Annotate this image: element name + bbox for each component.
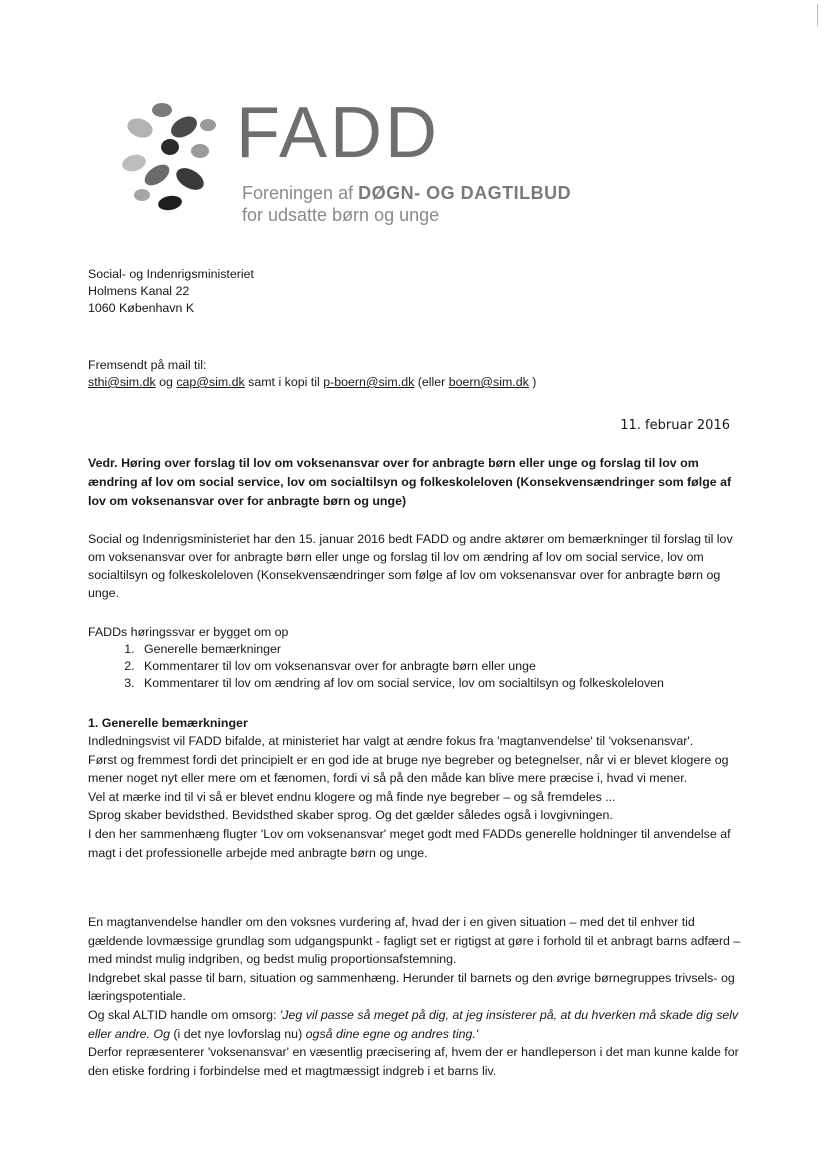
response-structure [88, 624, 748, 692]
logo-subtitle-bold: DØGN- OG DAGTILBUD [358, 183, 572, 203]
paragraph: I den her sammenhæng flugter 'Lov om voksenansvar' meget godt med FADDs generelle holdninger til anvendelse af magt i det professionelle arbejde med anbragte børn og unge. [88, 826, 731, 860]
scan-edge-mark [817, 4, 818, 26]
paragraph: Indledningsvist vil FADD bifalde, at ministeriet har valgt at ændre fokus fra 'magtanvendelse' til 'voksenansvar'. [88, 734, 694, 748]
quote: også dine egne og andres ting.' [305, 1026, 479, 1041]
intro-paragraph: Social og Indenrigsministeriet har den 15. januar 2016 bedt FADD og andre aktører om bemærkninger til forslag til lov om voksenansvar over for anbragte børn eller unge og forslag til lov om ændring af lov om social service, lov om socialtilsyn og folkeskoleloven (Konsekvensændringer som følge af lov om voksenansvar over for anbragte børn og unge. [88, 532, 733, 600]
section-body-continued [88, 913, 748, 1080]
structure-heading: FADDs høringssvar er bygget om op [88, 625, 289, 639]
logo-title: FADD [236, 93, 441, 173]
paragraph: Vel at mærke ind til vi så er blevet endnu klogere og må finde nye begreber – og så fremdeles ... [88, 789, 616, 804]
list-item: 3. Kommentarer til lov om ændring af lov om social service, lov om socialtilsyn og folkeskoleloven [138, 675, 748, 692]
text: ) [528, 375, 537, 389]
email-link[interactable]: boern@sim.dk [448, 375, 529, 389]
list-item: 2. Kommentarer til lov om voksenansvar over for anbragte børn eller unge [138, 658, 748, 675]
structure-list [88, 641, 748, 692]
email-link[interactable]: p-boern@sim.dk [323, 375, 415, 389]
logo-subtitle-prefix: Foreningen af [242, 183, 359, 203]
paragraph: Derfor repræsenterer 'voksenansvar' en væsentlig præcisering af, hvem der er handleperson i det man kunne kalde for den etiske fordring i forbindelse med et magtmæssigt indgreb i et barns liv. [88, 1045, 739, 1078]
paragraph: Indgrebet skal passe til barn, situation og sammenhæng. Herunder til barnets og den øvrige børnegruppes trivsels- og læringspotentiale. [88, 970, 735, 1004]
email-link[interactable]: sthi@sim.dk [88, 375, 156, 389]
letter-subject: Vedr. Høring over forslag til lov om voksenansvar over for anbragte børn eller unge og forslag til lov om ændring af lov om social service, lov om socialtilsyn og folkeskoleloven (Konsekvensændringer som følge af lov om voksenansvar over for anbragte børn og unge) [88, 456, 732, 508]
email-link[interactable]: cap@sim.dk [176, 375, 245, 389]
address-line: Social- og Indenrigsministeriet [88, 267, 254, 281]
text: (eller [414, 375, 449, 389]
paragraph: Sprog skaber bevidsthed. Bevidsthed skaber sprog. Og det gælder således også i lovgivningen. [88, 808, 613, 823]
letter-date: 11. februar 2016 [620, 418, 730, 433]
sent-label: Fremsendt på mail til: [88, 358, 207, 372]
text: Og skal ALTID handle om omsorg: [88, 1007, 280, 1022]
fadd-logo [112, 95, 572, 235]
paragraph: En magtanvendelse handler om den voksnes vurdering af, hvad der i en given situation – med det til enhver tid gældende lovmæssige grundlag som udgangspunkt - fagligt set er rigtigst at gøre i forhold til et anbragt barns adfærd – med mindst mulig indgriben, og bedst mulig proportionsafstemning. [88, 915, 741, 967]
quote: 'Jeg vil passe så meget på dig, at jeg insisterer på, at du hverken må skade dig selv eller andre. Og [88, 1007, 739, 1041]
section-heading: 1. Generelle bemærkninger [88, 716, 248, 730]
list-item: 1. Generelle bemærkninger [138, 641, 748, 658]
text: og [155, 375, 177, 389]
address-line: Holmens Kanal 22 [88, 284, 190, 298]
address-line: 1060 København K [88, 301, 195, 315]
sent-recipients [88, 374, 748, 391]
paragraph-omsorg [88, 1006, 748, 1043]
logo-subtitle-line2: for udsatte børn og unge [242, 205, 440, 225]
sent-by-mail [88, 357, 748, 391]
logo-subtitle-line1 [242, 183, 571, 204]
text: samt i kopi til [244, 375, 324, 389]
text: (i det nye lovforslag nu) [169, 1026, 306, 1041]
fadd-people-mark-icon [112, 95, 227, 215]
section-body [88, 732, 748, 862]
recipient-address [88, 266, 748, 317]
paragraph: Først og fremmest fordi det principielt er en god ide at bruge nye begreber og betegnelser, når vi er blevet klogere og mener noget nyt eller mere om et fænomen, fordi vi så på den måde kan blive mere præcise i, hvad vi mener. [88, 752, 729, 786]
